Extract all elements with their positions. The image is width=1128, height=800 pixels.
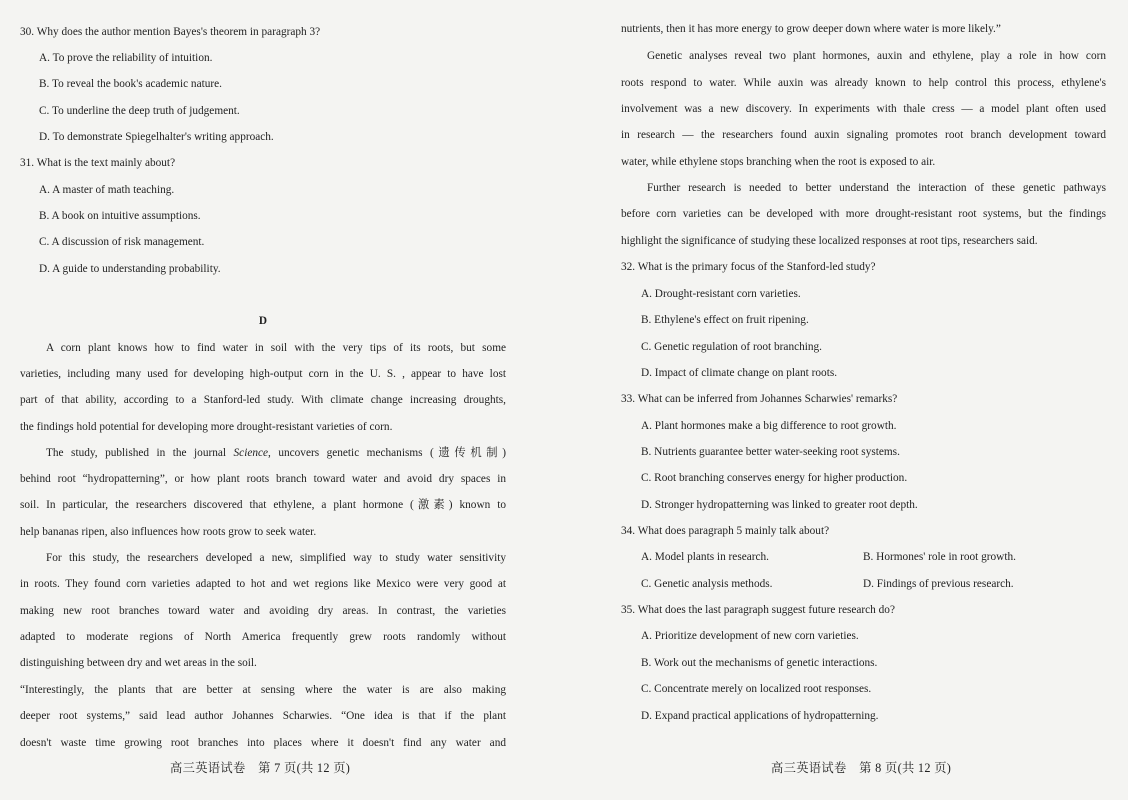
passage-para1-line2: varieties, including many used for developing high-output corn in the U. S. , appear to have lost xyxy=(20,368,506,380)
passage-para1-line4: the findings hold potential for developing more drought-resistant varieties of corn. xyxy=(20,421,393,433)
passage-para4-line3: doesn't waste time growing root branches into places where it doesn't find any water and xyxy=(20,737,506,749)
passage-para5-line5: water, while ethylene stops branching when the root is exposed to air. xyxy=(621,156,936,168)
question-34-option-d: D. Findings of previous research. xyxy=(863,578,1014,590)
passage-para4-line2: deeper root systems,” said lead author Johannes Scharwies. “One idea is that if the plant xyxy=(20,710,506,722)
question-32-stem: 32. What is the primary focus of the Stanford-led study? xyxy=(621,261,876,273)
question-35-option-c: C. Concentrate merely on localized root responses. xyxy=(641,683,872,695)
question-32-option-b: B. Ethylene's effect on fruit ripening. xyxy=(641,314,809,326)
question-32-option-d: D. Impact of climate change on plant roots. xyxy=(641,367,838,379)
question-35-option-d: D. Expand practical applications of hydropatterning. xyxy=(641,710,879,722)
question-35-option-a: A. Prioritize development of new corn varieties. xyxy=(641,630,859,642)
question-30-option-c: C. To underline the deep truth of judgement. xyxy=(39,105,240,117)
question-33-option-d: D. Stronger hydropatterning was linked to greater root depth. xyxy=(641,499,918,511)
passage-para6-line2: before corn varieties can be developed with more drought-resistant root systems, but the findings xyxy=(621,208,1106,220)
question-31-option-c: C. A discussion of risk management. xyxy=(39,236,205,248)
question-32-option-a: A. Drought-resistant corn varieties. xyxy=(641,288,801,300)
passage-para2-line2: behind root “hydropatterning”, or how plant roots branch toward water and avoid dry spaces in xyxy=(20,473,506,485)
passage-para6-line3: highlight the significance of studying these localized responses at root tips, researchers said. xyxy=(621,235,1038,247)
passage-para3-line1: For this study, the researchers developed a new, simplified way to study water sensitivity xyxy=(46,552,506,564)
question-31-option-b: B. A book on intuitive assumptions. xyxy=(39,210,201,222)
passage-para4-end: nutrients, then it has more energy to grow deeper down where water is more likely.” xyxy=(621,23,1001,35)
question-30-option-d: D. To demonstrate Spiegelhalter's writing approach. xyxy=(39,131,274,143)
question-34-option-c: C. Genetic analysis methods. xyxy=(641,578,773,590)
question-33-stem: 33. What can be inferred from Johannes Scharwies' remarks? xyxy=(621,393,898,405)
question-33-option-a: A. Plant hormones make a big difference to root growth. xyxy=(641,420,897,432)
question-33-option-c: C. Root branching conserves energy for higher production. xyxy=(641,472,908,484)
passage-para3-line5: distinguishing between dry and wet areas in the soil. xyxy=(20,657,257,669)
right-page xyxy=(564,0,1128,800)
question-32-option-c: C. Genetic regulation of root branching. xyxy=(641,341,823,353)
section-heading: D xyxy=(258,315,268,327)
passage-para5-line3: involvement was a new discovery. In experiments with thale cress — a model plant often used xyxy=(621,103,1106,115)
question-34-stem: 34. What does paragraph 5 mainly talk about? xyxy=(621,525,830,537)
passage-para3-line3: making new root branches toward water and avoiding dry areas. In contrast, the varieties xyxy=(20,605,506,617)
passage-para2-line4: help bananas ripen, also influences how roots grow to seek water. xyxy=(20,526,317,538)
passage-para1-line3: part of that ability, according to a Stanford-led study. With climate change increasing droughts, xyxy=(20,394,506,406)
question-30-option-b: B. To reveal the book's academic nature. xyxy=(39,78,222,90)
passage-para2-line1: The study, published in the journal Science, uncovers genetic mechanisms (遗传机制) xyxy=(46,447,506,459)
question-34-option-a: A. Model plants in research. xyxy=(641,551,769,563)
question-31-option-a: A. A master of math teaching. xyxy=(39,184,175,196)
page-footer: 高三英语试卷 第 7 页(共 12 页) xyxy=(170,761,351,775)
question-35-stem: 35. What does the last paragraph suggest future research do? xyxy=(621,604,895,616)
question-30-option-a: A. To prove the reliability of intuition. xyxy=(39,52,213,64)
question-30-stem: 30. Why does the author mention Bayes's theorem in paragraph 3? xyxy=(20,26,321,38)
passage-para5-line1: Genetic analyses reveal two plant hormones, auxin and ethylene, play a role in how corn xyxy=(647,50,1106,62)
question-31-stem: 31. What is the text mainly about? xyxy=(20,157,176,169)
passage-para3-line2: in roots. They found corn varieties adapted to hot and wet regions like Mexico were very good at xyxy=(20,578,506,590)
passage-para3-line4: adapted to moderate regions of North America frequently grew roots randomly without xyxy=(20,631,506,643)
passage-para1-line1: A corn plant knows how to find water in soil with the very tips of its roots, but some xyxy=(46,342,506,354)
question-34-option-b: B. Hormones' role in root growth. xyxy=(863,551,1016,563)
question-31-option-d: D. A guide to understanding probability. xyxy=(39,263,221,275)
question-33-option-b: B. Nutrients guarantee better water-seeking root systems. xyxy=(641,446,900,458)
passage-para4-line1: “Interestingly, the plants that are better at sensing where the water is are also making xyxy=(20,684,506,696)
passage-para5-line2: roots respond to water. While auxin was already known to help control this process, ethylene's xyxy=(621,77,1106,89)
passage-para6-line1: Further research is needed to better understand the interaction of these genetic pathways xyxy=(647,182,1106,194)
passage-para2-line3: soil. In particular, the researchers discovered that ethylene, a plant hormone (激素) known to xyxy=(20,499,506,511)
page-footer: 高三英语试卷 第 8 页(共 12 页) xyxy=(771,761,952,775)
journal-name: Science xyxy=(233,447,269,459)
passage-para5-line4: in research — the researchers found auxin signaling promotes root branch development toward xyxy=(621,129,1106,141)
question-35-option-b: B. Work out the mechanisms of genetic interactions. xyxy=(641,657,878,669)
